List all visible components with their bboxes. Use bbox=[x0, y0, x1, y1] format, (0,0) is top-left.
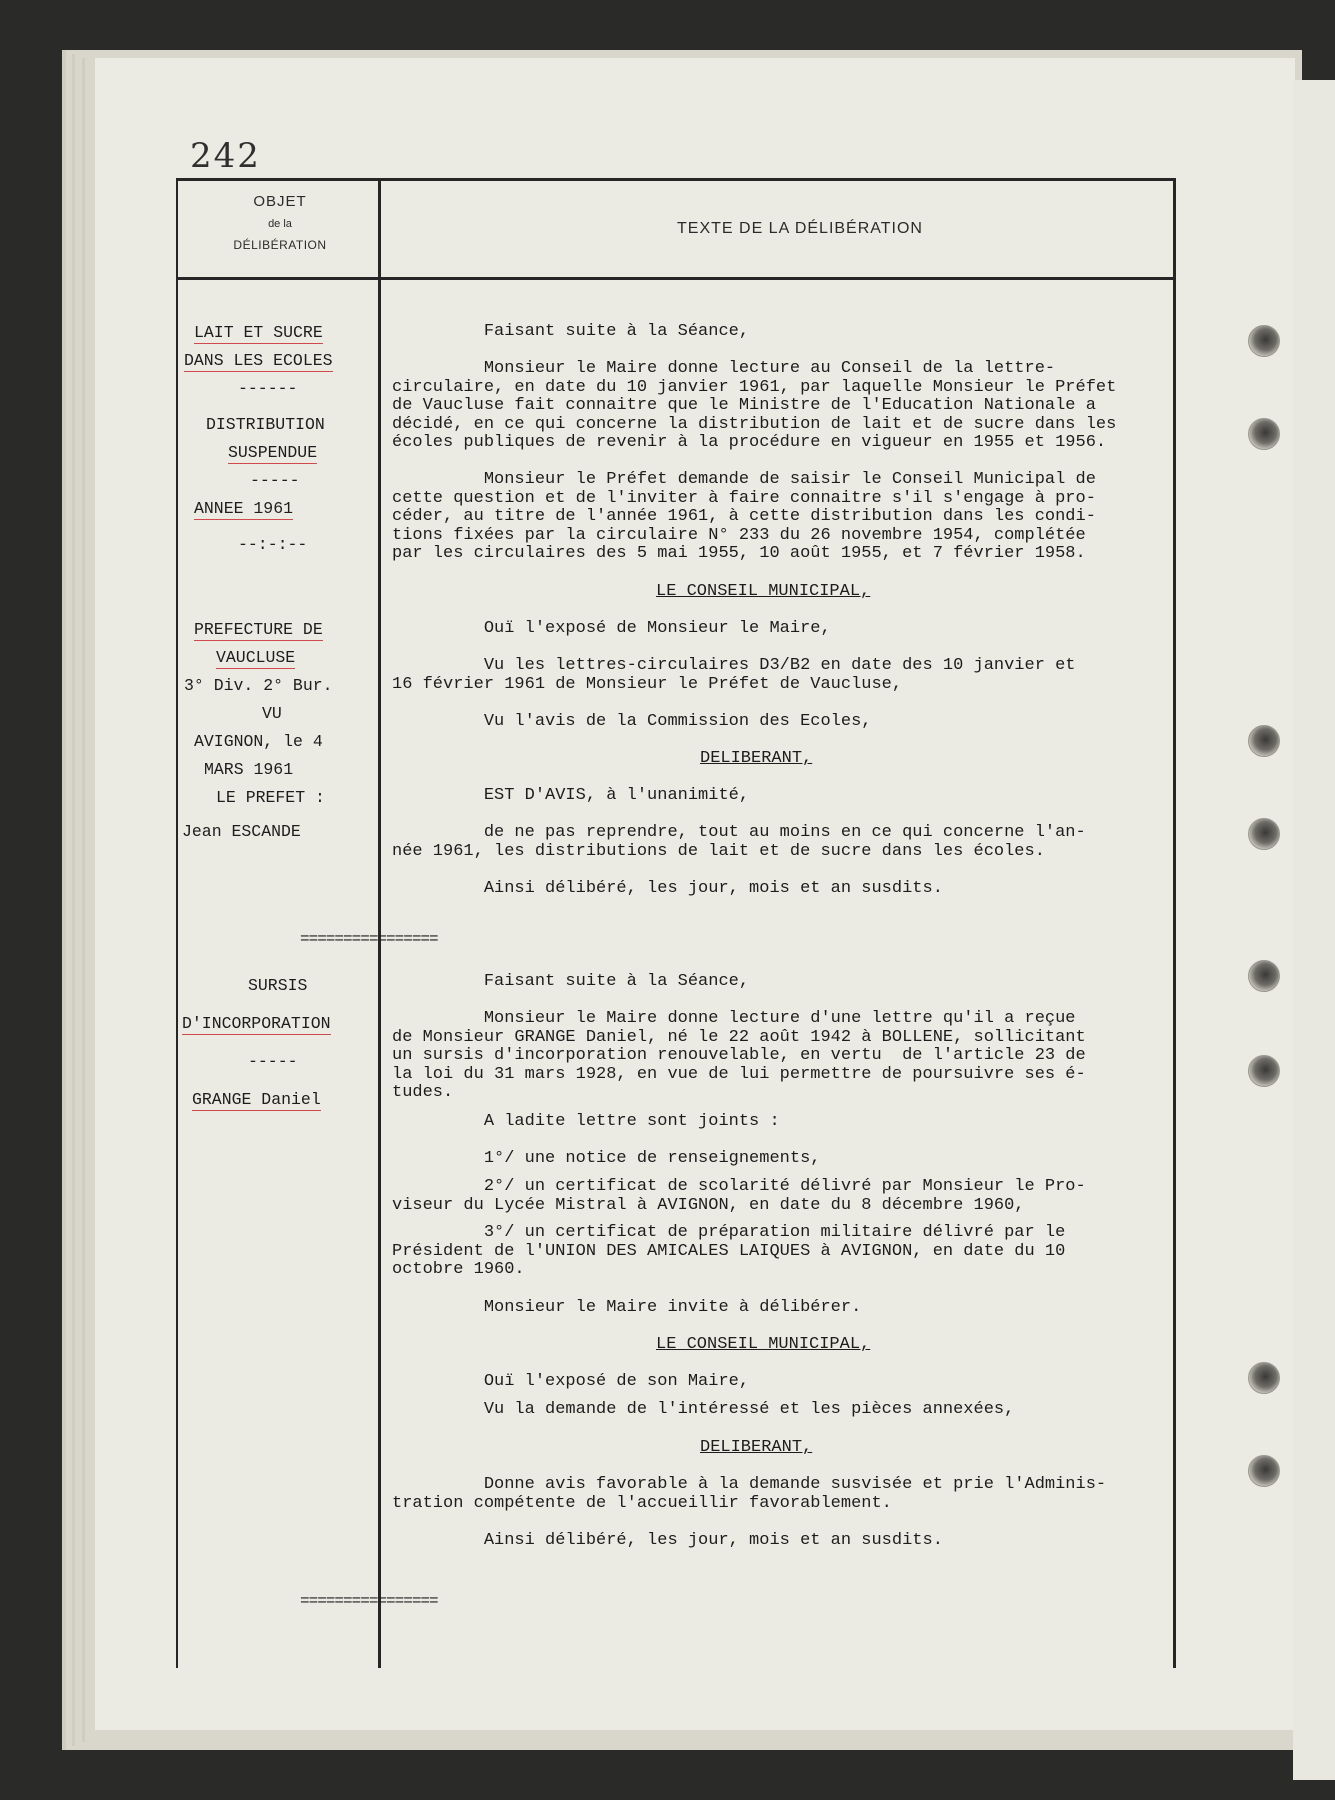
column-rule-middle bbox=[378, 178, 381, 1668]
punch-hole-icon bbox=[1248, 1455, 1280, 1487]
delib2-p8: Ouï l'exposé de son Maire, bbox=[392, 1372, 750, 1391]
margin-year-text: ANNEE 1961 bbox=[194, 499, 294, 518]
margin-year bbox=[194, 499, 293, 518]
delib1-p2: Monsieur le Maire donne lecture au Conseil de la lettre- circulaire, en date du 10 janvier 1961, par laquelle Monsieur le Préfet de Vaucluse fait connaitre que le Ministre de l'Education Nationale a décidé, en ce qui concerne la distribution de lait et de sucre dans les écoles publiques de revenir à la procédure en vigueur en 1955 et 1956. bbox=[392, 359, 1117, 452]
header-objet-title: OBJET bbox=[253, 193, 307, 210]
punch-hole-icon bbox=[1248, 1362, 1280, 1394]
margin-suspendue-text: SUSPENDUE bbox=[228, 443, 318, 462]
margin-suspendue bbox=[228, 443, 317, 462]
separator-line: ================ bbox=[300, 930, 438, 948]
punch-hole-icon bbox=[1248, 725, 1280, 757]
column-rule-left bbox=[176, 178, 178, 1668]
punch-hole-icon bbox=[1248, 818, 1280, 850]
header-rule bbox=[176, 277, 1175, 280]
margin-title-ecoles-text: DANS LES ECOLES bbox=[184, 351, 333, 370]
margin-vaucluse-text: VAUCLUSE bbox=[216, 648, 296, 667]
delib1-p1: Faisant suite à la Séance, bbox=[392, 322, 750, 341]
margin-grange bbox=[192, 1090, 321, 1109]
margin-vaucluse bbox=[216, 648, 295, 667]
margin-dash: ----- bbox=[248, 1052, 298, 1071]
margin-signatory: Jean ESCANDE bbox=[182, 822, 301, 841]
punch-hole-icon bbox=[1248, 418, 1280, 450]
delib2-p5: 2°/ un certificat de scolarité délivré par Monsieur le Pro- viseur du Lycée Mistral à AVIGNON, en date du 8 décembre 1960, bbox=[392, 1177, 1086, 1215]
header-objet bbox=[190, 193, 370, 252]
separator-line: ================ bbox=[300, 1592, 438, 1610]
delib2-p3: A ladite lettre sont joints : bbox=[392, 1112, 780, 1131]
delib1-deliberant-heading: DELIBERANT, bbox=[700, 749, 813, 768]
delib1-p8: de ne pas reprendre, tout au moins en ce qui concerne l'an- née 1961, les distributions de lait et de sucre dans les écoles. bbox=[392, 823, 1086, 861]
punch-hole-icon bbox=[1248, 325, 1280, 357]
delib2-p6: 3°/ un certificat de préparation militaire délivré par le Président de l'UNION DES AMICALES LAIQUES à AVIGNON, en date du 10 octobre 1960. bbox=[392, 1223, 1066, 1279]
delib2-deliberant-heading: DELIBERANT, bbox=[700, 1438, 813, 1457]
margin-dash: ------ bbox=[238, 379, 298, 398]
margin-title-lait bbox=[194, 323, 323, 342]
delib2-p11: Ainsi délibéré, les jour, mois et an susdits. bbox=[392, 1531, 943, 1550]
margin-dash: ----- bbox=[250, 471, 300, 490]
margin-prefecture-text: PREFECTURE DE bbox=[194, 620, 323, 639]
delib2-p9: Vu la demande de l'intéressé et les pièces annexées, bbox=[392, 1400, 1015, 1419]
margin-date-line2: MARS 1961 bbox=[204, 760, 294, 779]
delib1-p7: EST D'AVIS, à l'unanimité, bbox=[392, 786, 750, 805]
delib2-conseil-heading: LE CONSEIL MUNICIPAL, bbox=[656, 1335, 871, 1354]
page-edge bbox=[62, 50, 66, 1750]
delib2-p7: Monsieur le Maire invite à délibérer. bbox=[392, 1298, 862, 1317]
punch-hole-icon bbox=[1248, 1055, 1280, 1087]
page-number: 242 bbox=[190, 136, 261, 176]
delib1-p3: Monsieur le Préfet demande de saisir le Conseil Municipal de cette question et de l'inviter à faire connaitre s'il s'engage à pro- céder, au titre de l'année 1961, à cette distribution dans les condi- tions fixées par la circulaire N° 233 du 26 novembre 1954, complétée par les circulaires des 5 mai 1955, 10 août 1955, et 7 février 1958. bbox=[392, 470, 1096, 563]
delib1-conseil-heading: LE CONSEIL MUNICIPAL, bbox=[656, 582, 871, 601]
delib2-p10: Donne avis favorable à la demande susvisée et prie l'Adminis- tration compétente de l'accueillir favorablement. bbox=[392, 1475, 1107, 1513]
punch-hole-icon bbox=[1248, 960, 1280, 992]
margin-title-lait-text: LAIT ET SUCRE bbox=[194, 323, 323, 342]
delib1-p6: Vu l'avis de la Commission des Ecoles, bbox=[392, 712, 872, 731]
delib1-p9: Ainsi délibéré, les jour, mois et an susdits. bbox=[392, 879, 943, 898]
delib1-p4: Ouï l'exposé de Monsieur le Maire, bbox=[392, 619, 831, 638]
margin-incorporation bbox=[182, 1014, 331, 1033]
page-edge bbox=[72, 54, 75, 1746]
margin-incorporation-text: D'INCORPORATION bbox=[182, 1014, 331, 1033]
margin-dash: --:-:-- bbox=[238, 535, 308, 554]
header-objet-sub: de la bbox=[268, 218, 292, 230]
facing-page-edge bbox=[1293, 80, 1335, 1780]
margin-prefecture bbox=[194, 620, 323, 639]
margin-vu: VU bbox=[262, 704, 282, 723]
margin-distribution: DISTRIBUTION bbox=[206, 415, 325, 434]
margin-sursis: SURSIS bbox=[248, 976, 308, 995]
column-rule-right bbox=[1173, 178, 1176, 1668]
margin-division: 3° Div. 2° Bur. bbox=[184, 676, 333, 695]
margin-prefet: LE PREFET : bbox=[216, 788, 325, 807]
margin-title-ecoles bbox=[184, 351, 333, 370]
margin-date-line1: AVIGNON, le 4 bbox=[194, 732, 323, 751]
delib2-p1: Faisant suite à la Séance, bbox=[392, 972, 750, 991]
header-objet-label: DÉLIBÉRATION bbox=[233, 238, 327, 252]
margin-grange-text: GRANGE Daniel bbox=[192, 1090, 321, 1109]
page-edge bbox=[82, 58, 85, 1742]
delib2-p2: Monsieur le Maire donne lecture d'une lettre qu'il a reçue de Monsieur GRANGE Daniel, né le 22 août 1942 à BOLLENE, sollicitant un sursis d'incorporation renouvelable, en vertu de l'article 23 de la loi du 31 mars 1928, en vue de lui permettre de poursuivre ses é- tudes. bbox=[392, 1009, 1086, 1102]
header-texte: TEXTE DE LA DÉLIBÉRATION bbox=[677, 220, 923, 237]
delib1-p5: Vu les lettres-circulaires D3/B2 en date des 10 janvier et 16 février 1961 de Monsieur le Préfet de Vaucluse, bbox=[392, 656, 1076, 694]
delib2-p4: 1°/ une notice de renseignements, bbox=[392, 1149, 821, 1168]
